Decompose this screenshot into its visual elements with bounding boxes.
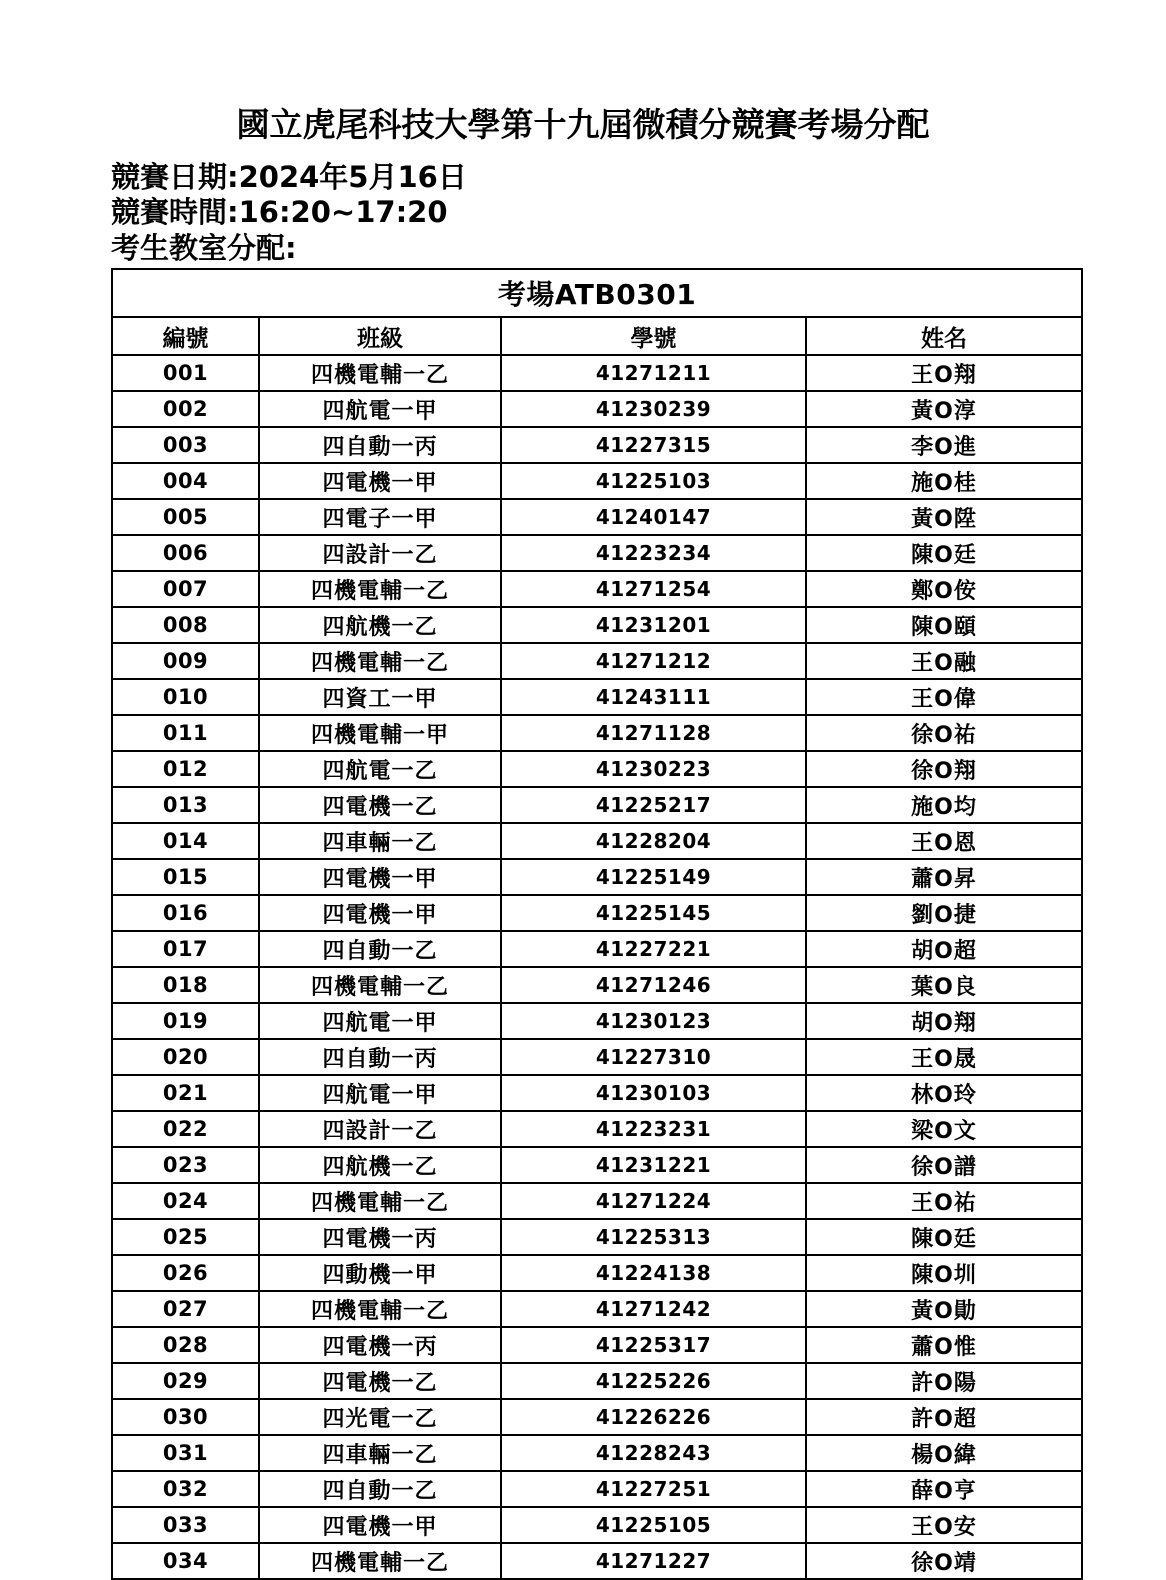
classroom-assignment-label: 考生教室分配: (111, 230, 297, 265)
table-row (112, 1507, 1082, 1543)
cell-name: 陳O廷 (806, 535, 1082, 571)
cell-number: 032 (112, 1471, 259, 1507)
cell-name: 王O晟 (806, 1039, 1082, 1075)
cell-name: 王O恩 (806, 823, 1082, 859)
cell-student-id: 41231221 (501, 1147, 806, 1183)
cell-number: 026 (112, 1255, 259, 1291)
cell-name: 王O祐 (806, 1183, 1082, 1219)
cell-number: 001 (112, 355, 259, 391)
cell-number: 027 (112, 1291, 259, 1327)
cell-student-id: 41271211 (501, 355, 806, 391)
cell-number: 005 (112, 499, 259, 535)
cell-number: 029 (112, 1363, 259, 1399)
table-row (112, 895, 1082, 931)
table-row (112, 571, 1082, 607)
cell-number: 002 (112, 391, 259, 427)
table-row (112, 499, 1082, 535)
table-caption-row (112, 269, 1082, 317)
cell-name: 李O進 (806, 427, 1082, 463)
table-row (112, 787, 1082, 823)
cell-name: 許O陽 (806, 1363, 1082, 1399)
column-header-name: 姓名 (806, 317, 1082, 355)
cell-student-id: 41227315 (501, 427, 806, 463)
cell-class: 四電機一丙 (259, 1327, 501, 1363)
cell-number: 017 (112, 931, 259, 967)
table-row (112, 607, 1082, 643)
cell-number: 019 (112, 1003, 259, 1039)
table-row (112, 1039, 1082, 1075)
cell-class: 四機電輔一乙 (259, 1291, 501, 1327)
cell-class: 四機電輔一乙 (259, 355, 501, 391)
table-row (112, 679, 1082, 715)
cell-number: 013 (112, 787, 259, 823)
table-row (112, 1255, 1082, 1291)
cell-number: 024 (112, 1183, 259, 1219)
cell-class: 四電機一甲 (259, 859, 501, 895)
cell-student-id: 41226226 (501, 1399, 806, 1435)
cell-name: 葉O良 (806, 967, 1082, 1003)
cell-student-id: 41225217 (501, 787, 806, 823)
exam-room-roster-table (111, 268, 1083, 1580)
cell-student-id: 41243111 (501, 679, 806, 715)
cell-name: 林O玲 (806, 1075, 1082, 1111)
cell-number: 018 (112, 967, 259, 1003)
cell-name: 鄭O侒 (806, 571, 1082, 607)
table-row (112, 1183, 1082, 1219)
cell-name: 施O桂 (806, 463, 1082, 499)
cell-student-id: 41240147 (501, 499, 806, 535)
table-row (112, 535, 1082, 571)
cell-student-id: 41227310 (501, 1039, 806, 1075)
cell-number: 009 (112, 643, 259, 679)
cell-name: 胡O翔 (806, 1003, 1082, 1039)
table-row (112, 751, 1082, 787)
cell-class: 四電機一丙 (259, 1219, 501, 1255)
cell-class: 四電子一甲 (259, 499, 501, 535)
roster-body (112, 355, 1082, 1579)
cell-name: 胡O超 (806, 931, 1082, 967)
cell-number: 012 (112, 751, 259, 787)
cell-student-id: 41225105 (501, 1507, 806, 1543)
cell-class: 四車輛一乙 (259, 823, 501, 859)
table-row (112, 1399, 1082, 1435)
table-row (112, 1363, 1082, 1399)
cell-name: 黃O勛 (806, 1291, 1082, 1327)
cell-class: 四電機一甲 (259, 1507, 501, 1543)
cell-student-id: 41225226 (501, 1363, 806, 1399)
cell-class: 四設計一乙 (259, 1111, 501, 1147)
cell-number: 025 (112, 1219, 259, 1255)
cell-number: 007 (112, 571, 259, 607)
cell-student-id: 41271224 (501, 1183, 806, 1219)
cell-number: 010 (112, 679, 259, 715)
cell-class: 四航電一甲 (259, 1003, 501, 1039)
table-row (112, 463, 1082, 499)
cell-class: 四自動一乙 (259, 1471, 501, 1507)
cell-student-id: 41224138 (501, 1255, 806, 1291)
cell-name: 劉O捷 (806, 895, 1082, 931)
cell-student-id: 41271246 (501, 967, 806, 1003)
table-row (112, 715, 1082, 751)
competition-info (111, 160, 1011, 266)
cell-number: 034 (112, 1543, 259, 1579)
cell-name: 許O超 (806, 1399, 1082, 1435)
cell-student-id: 41225145 (501, 895, 806, 931)
cell-name: 蕭O惟 (806, 1327, 1082, 1363)
cell-number: 016 (112, 895, 259, 931)
page-title: 國立虎尾科技大學第十九屆微積分競賽考場分配 (236, 105, 930, 144)
cell-name: 蕭O昇 (806, 859, 1082, 895)
cell-name: 梁O文 (806, 1111, 1082, 1147)
cell-class: 四動機一甲 (259, 1255, 501, 1291)
cell-class: 四資工一甲 (259, 679, 501, 715)
cell-student-id: 41230223 (501, 751, 806, 787)
cell-student-id: 41271227 (501, 1543, 806, 1579)
cell-number: 008 (112, 607, 259, 643)
cell-number: 014 (112, 823, 259, 859)
cell-number: 020 (112, 1039, 259, 1075)
cell-class: 四光電一乙 (259, 1399, 501, 1435)
table-row (112, 931, 1082, 967)
cell-class: 四電機一甲 (259, 463, 501, 499)
cell-class: 四機電輔一乙 (259, 1543, 501, 1579)
cell-class: 四航電一甲 (259, 391, 501, 427)
cell-name: 黃O淳 (806, 391, 1082, 427)
cell-student-id: 41223234 (501, 535, 806, 571)
cell-name: 徐O靖 (806, 1543, 1082, 1579)
table-row (112, 427, 1082, 463)
cell-number: 015 (112, 859, 259, 895)
cell-number: 023 (112, 1147, 259, 1183)
exam-room-caption: 考場ATB0301 (112, 269, 1082, 317)
table-row (112, 1219, 1082, 1255)
cell-number: 003 (112, 427, 259, 463)
cell-name: 徐O譜 (806, 1147, 1082, 1183)
cell-student-id: 41230239 (501, 391, 806, 427)
table-row (112, 1147, 1082, 1183)
cell-number: 028 (112, 1327, 259, 1363)
cell-name: 陳O圳 (806, 1255, 1082, 1291)
cell-name: 徐O祐 (806, 715, 1082, 751)
cell-number: 033 (112, 1507, 259, 1543)
competition-date-line: 競賽日期:2024年5月16日 (111, 160, 467, 194)
cell-class: 四航電一甲 (259, 1075, 501, 1111)
cell-student-id: 41271254 (501, 571, 806, 607)
cell-class: 四機電輔一乙 (259, 967, 501, 1003)
cell-name: 黃O陞 (806, 499, 1082, 535)
cell-class: 四電機一甲 (259, 895, 501, 931)
cell-name: 陳O頤 (806, 607, 1082, 643)
cell-number: 006 (112, 535, 259, 571)
cell-student-id: 41228204 (501, 823, 806, 859)
cell-student-id: 41271212 (501, 643, 806, 679)
cell-name: 陳O廷 (806, 1219, 1082, 1255)
table-row (112, 1435, 1082, 1471)
cell-number: 030 (112, 1399, 259, 1435)
cell-class: 四自動一乙 (259, 931, 501, 967)
table-row (112, 1075, 1082, 1111)
cell-number: 022 (112, 1111, 259, 1147)
table-row (112, 1543, 1082, 1579)
cell-student-id: 41228243 (501, 1435, 806, 1471)
cell-class: 四電機一乙 (259, 787, 501, 823)
cell-student-id: 41230123 (501, 1003, 806, 1039)
cell-student-id: 41230103 (501, 1075, 806, 1111)
cell-class: 四電機一乙 (259, 1363, 501, 1399)
table-row (112, 1003, 1082, 1039)
cell-class: 四機電輔一乙 (259, 571, 501, 607)
cell-class: 四航電一乙 (259, 751, 501, 787)
cell-student-id: 41271128 (501, 715, 806, 751)
cell-name: 王O翔 (806, 355, 1082, 391)
table-row (112, 643, 1082, 679)
table-row (112, 1471, 1082, 1507)
table-row (112, 355, 1082, 391)
cell-name: 施O均 (806, 787, 1082, 823)
table-row (112, 391, 1082, 427)
cell-class: 四機電輔一甲 (259, 715, 501, 751)
cell-class: 四自動一丙 (259, 1039, 501, 1075)
cell-name: 楊O緯 (806, 1435, 1082, 1471)
cell-student-id: 41225317 (501, 1327, 806, 1363)
cell-number: 031 (112, 1435, 259, 1471)
cell-name: 徐O翔 (806, 751, 1082, 787)
cell-number: 004 (112, 463, 259, 499)
cell-name: 王O偉 (806, 679, 1082, 715)
cell-name: 王O融 (806, 643, 1082, 679)
column-header-class: 班級 (259, 317, 501, 355)
cell-student-id: 41225149 (501, 859, 806, 895)
cell-student-id: 41231201 (501, 607, 806, 643)
table-row (112, 1291, 1082, 1327)
cell-student-id: 41225313 (501, 1219, 806, 1255)
table-row (112, 967, 1082, 1003)
cell-name: 王O安 (806, 1507, 1082, 1543)
cell-class: 四航機一乙 (259, 1147, 501, 1183)
cell-student-id: 41227221 (501, 931, 806, 967)
table-row (112, 823, 1082, 859)
cell-class: 四機電輔一乙 (259, 1183, 501, 1219)
cell-class: 四航機一乙 (259, 607, 501, 643)
competition-time-line: 競賽時間:16:20~17:20 (111, 195, 448, 230)
cell-student-id: 41271242 (501, 1291, 806, 1327)
cell-number: 021 (112, 1075, 259, 1111)
cell-class: 四自動一丙 (259, 427, 501, 463)
table-column-header-row (112, 317, 1082, 355)
cell-student-id: 41225103 (501, 463, 806, 499)
table-row (112, 1327, 1082, 1363)
column-header-student-id: 學號 (501, 317, 806, 355)
cell-class: 四機電輔一乙 (259, 643, 501, 679)
cell-number: 011 (112, 715, 259, 751)
cell-class: 四設計一乙 (259, 535, 501, 571)
cell-name: 薛O亨 (806, 1471, 1082, 1507)
cell-class: 四車輛一乙 (259, 1435, 501, 1471)
column-header-number: 編號 (112, 317, 259, 355)
cell-student-id: 41223231 (501, 1111, 806, 1147)
table-row (112, 859, 1082, 895)
cell-student-id: 41227251 (501, 1471, 806, 1507)
table-row (112, 1111, 1082, 1147)
